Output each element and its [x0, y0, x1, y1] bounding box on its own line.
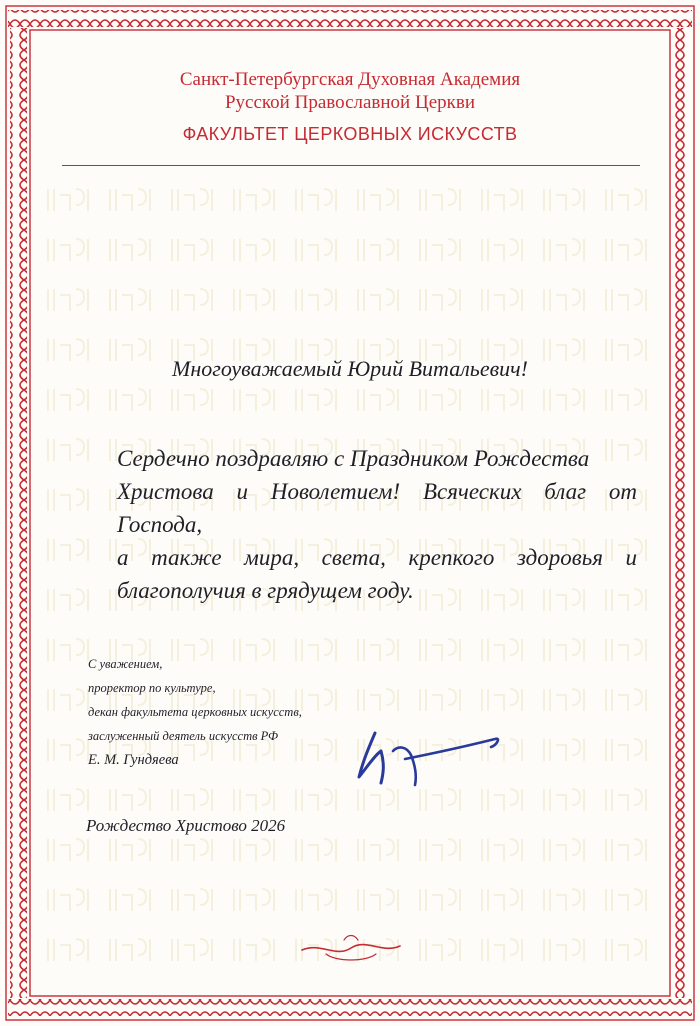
- regards-text: С уважением,: [88, 657, 163, 671]
- signer-position: проректор по культуре,: [88, 681, 216, 695]
- body-line: а также мира, света, крепкого здоровья и: [117, 545, 637, 570]
- body-line: благополучия в грядущем году.: [117, 578, 414, 603]
- greeting: Многоуважаемый Юрий Витальевич!: [172, 356, 528, 381]
- signer-title: заслуженный деятель искусств РФ: [88, 729, 279, 743]
- faculty-name: ФАКУЛЬТЕТ ЦЕРКОВНЫХ ИСКУССТВ: [182, 124, 518, 144]
- letter-date: Рождество Христово 2026: [86, 816, 286, 835]
- signature-block: [88, 652, 302, 772]
- ornament-flourish-icon: [296, 928, 406, 968]
- body-line: Сердечно поздравляю с Праздником Рождества: [117, 446, 590, 471]
- signer-position: декан факультета церковных искусств,: [88, 705, 302, 719]
- handwritten-signature: [345, 725, 515, 795]
- letterhead: [0, 68, 700, 145]
- body-line: Христова и Новолетием! Всяческих благ от Господа,: [117, 479, 637, 537]
- academy-name: Санкт-Петербургская Духовная Академия: [179, 69, 521, 90]
- church-name: Русской Православной Церкви: [224, 92, 475, 113]
- signer-name: Е. М. Гундяева: [88, 752, 179, 768]
- letter-body: [117, 442, 637, 607]
- header-divider: [62, 165, 640, 166]
